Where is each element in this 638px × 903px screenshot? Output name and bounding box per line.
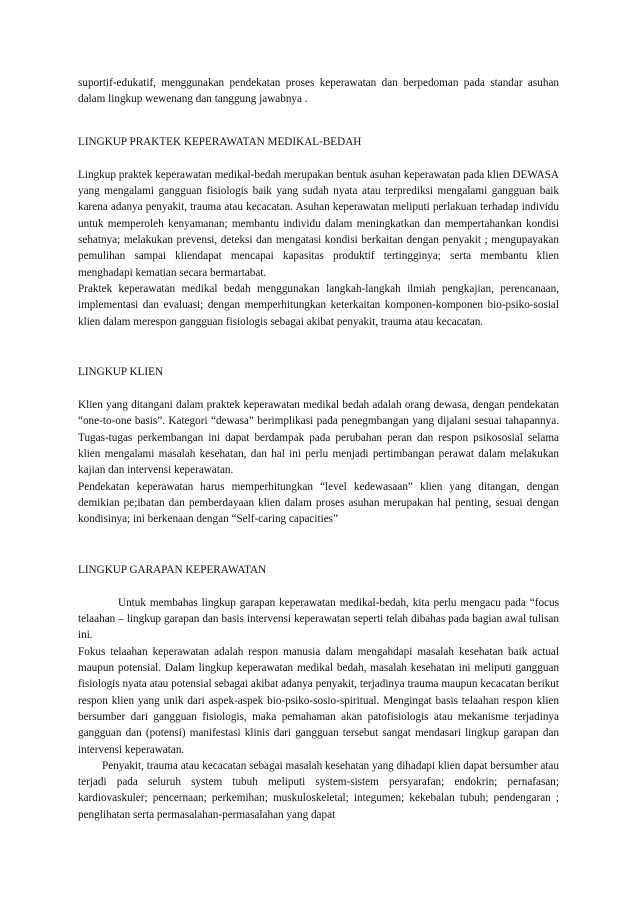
section-heading-lingkup-garapan: LINGKUP GARAPAN KEPERAWATAN [78, 563, 267, 576]
intro-paragraph: suportif-edukatif, menggunakan pendekatan proses keperawatan dan berpedoman pada standar asuhan dalam lingkup wewenang dan tanggung jawabnya . [78, 77, 559, 106]
spacer [78, 150, 559, 167]
paragraph-lingkup-garapan-1: Untuk membahas lingkup garapan keperawatan medikal-bedah, kita perlu mengacu pada “focus telaahan – lingkup garapan dan basis intervensi keperawatan seperti telah dibahas pada bagian awal tulisan ini. [78, 596, 559, 642]
section-heading-lingkup-klien: LINGKUP KLIEN [78, 365, 164, 378]
paragraph-lingkup-klien-1: Klien yang ditangani dalam praktek keperawatan medikal bedah adalah orang dewasa, dengan pendekatan “one-to-one basis”. Kategori “dewasa” berimplikasi pada penegmbangan yang dijalani sesuai tahapannya. Tugas-tugas perkembangan ini dapat berdampak pada perubahan peran dan respon psikososial selama klien mengalami masalah kesehatan, dan hal ini perlu menjadi pertimbangan perawat dalam melakukan kajian dan intervensi keperawatan. [78, 399, 559, 477]
paragraph-lingkup-garapan-3: Penyakit, trauma atau kecacatan sebagai masalah kesehatan yang dihadapi klien dapat bersumber atau terjadi pada seluruh system tubuh meliputi system-sistem persyarafan; endokrin; pernafasan; kardiovaskuler; pencernaan; perkemihan; muskuloskeletal; integumen; kekebalan tubuh; pendengaran ; penglihatan serta permasalahan-permasalahan yang dapat [78, 759, 559, 821]
section-heading-lingkup-praktek: LINGKUP PRAKTEK KEPERAWATAN MEDIKAL-BEDAH [78, 135, 362, 148]
spacer [78, 108, 559, 134]
paragraph-lingkup-praktek-1: Lingkup praktek keperawatan medikal-bedah merupakan bentuk asuhan keperawatan pada klien DEWASA yang mengalami gangguan fisiologis baik yang sudah nyata atau terprediksi mengalami gangguan baik karena adanya penyakit, trauma atau kecacatan. Asuhan keperawatan meliputi perlakuan terhadap individu untuk memperoleh kenyamanan; membantu individu dalam meningkatkan dan mempertahankan kondisi sehatnya; melakukan prevensi, deteksi dan mengatasi kondisi berkaitan dengan penyakit ; mengupayakan pemulihan sampai kliendapat mencapai kapasitas produktif tertingginya; serta membantu klien menghadapi kematian secara bermartabat. [78, 168, 559, 279]
paragraph-lingkup-praktek-2: Praktek keperawatan medikal bedah menggunakan langkah-langkah ilmiah pengkajian, perencanaan, implementasi dan evaluasi; dengan memperhitungkan keterkaitan komponen-komponen bio-psiko-sosial klien dalam merespon gangguan fisiologis sebagai akibat penyakit, trauma atau kecacatan. [78, 282, 559, 328]
spacer [78, 330, 559, 364]
spacer [78, 578, 559, 595]
spacer [78, 528, 559, 562]
paragraph-lingkup-klien-2: Pendekatan keperawatan harus memperhitungkan “level kedewasaan” klien yang ditangan, dengan demikian pe;ibatan dan pemberdayaan klien dalam proses asuhan merupakan hal penting, sesuai dengan kondisinya; ini berkenaan dengan “Self-caring capacities” [78, 480, 559, 526]
spacer [78, 380, 559, 397]
paragraph-lingkup-garapan-2: Fokus telaahan keperawatan adalah respon manusia dalam mengahdapi masalah kesehatan baik actual maupun potensial. Dalam lingkup keperawatan medikal bedah, masalah kesehatan ini meliputi gangguan fisiologis nyata atau potensial sebagai akibat adanya penyakit, terjadinya trauma maupun kecacatan berikut respon klien yang unik dari aspek-aspek bio-psiko-sosio-spiritual. Mengingat basis telaahan respon klien bersumber dari gangguan fisiologis, maka pemahaman akan patofisiologis atau mekanisme terjadinya gangguan dan (potensi) manifestasi klinis dari gangguan tersebut sangat mendasari lingkup garapan dan intervensi keperawatan. [78, 645, 559, 756]
